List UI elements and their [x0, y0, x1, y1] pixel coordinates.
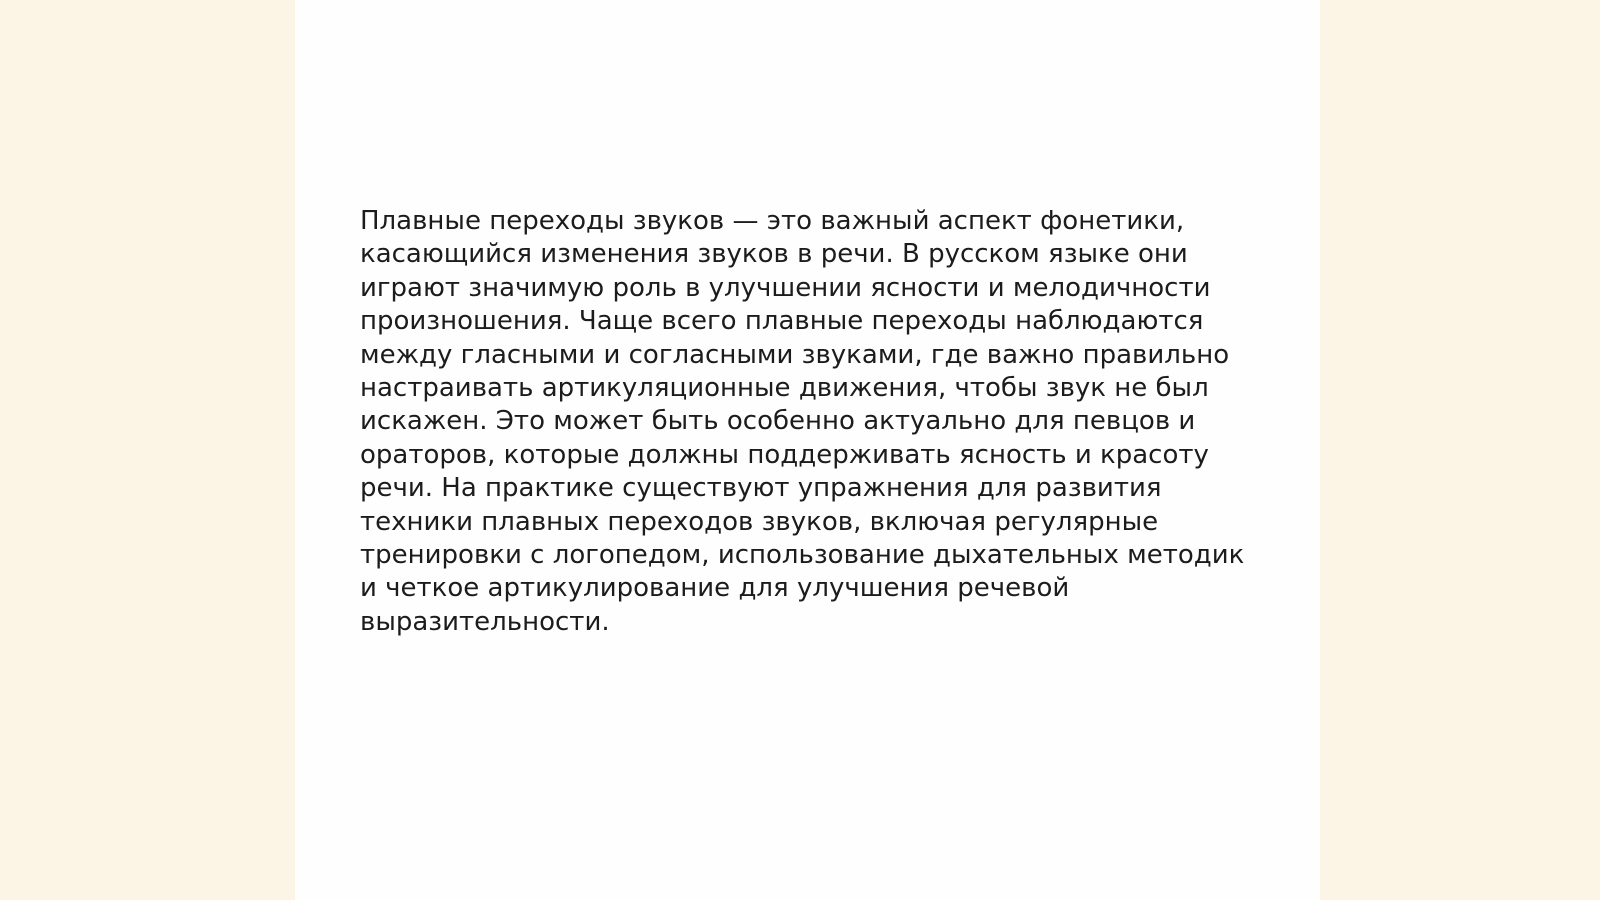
- text-line: играют значимую роль в улучшении ясности и мелодичности: [360, 272, 1211, 303]
- slide: [295, 0, 1320, 900]
- text-line: речи. На практике существуют упражнения для развития: [360, 473, 1162, 504]
- text-line: между гласными и согласными звуками, где важно правильно: [360, 339, 1230, 370]
- text-line: и четкое артикулирование для улучшения речевой: [360, 573, 1070, 604]
- text-line: техники плавных переходов звуков, включая регулярные: [360, 506, 1159, 537]
- text-line: выразительности.: [360, 606, 610, 637]
- text-line: тренировки с логопедом, использование дыхательных методик: [360, 540, 1245, 571]
- text-line: настраивать артикуляционные движения, чтобы звук не был: [360, 373, 1209, 404]
- text-line: ораторов, которые должны поддерживать ясность и красоту: [360, 439, 1209, 470]
- slide-body-text: [360, 205, 1260, 639]
- text-line: Плавные переходы звуков — это важный аспект фонетики,: [360, 206, 1185, 236]
- text-line: искажен. Это может быть особенно актуально для певцов и: [360, 406, 1196, 437]
- text-line: касающийся изменения звуков в речи. В русском языке они: [360, 239, 1188, 270]
- text-line: произношения. Чаще всего плавные переходы наблюдаются: [360, 306, 1204, 337]
